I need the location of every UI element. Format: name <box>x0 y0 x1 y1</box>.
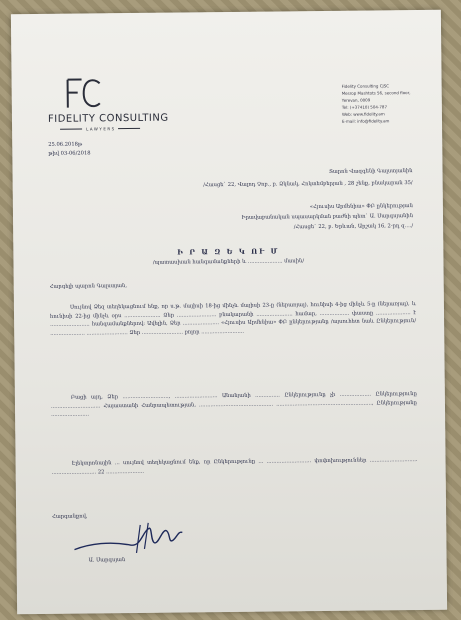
contact-line: Fidelity Consulting CJSC <box>341 83 390 89</box>
contact-line: Yerevan, 0009 <box>341 97 371 103</box>
signature-image <box>70 518 190 559</box>
paragraph-2: Բացի այդ, Ձեր ............................, .......................... Անանյանի ............... Ընկերությունը չի ................... Ընկերությունը .............................. Հայաստանի Հանրապետության, ............................................. .........................................................., Ընկերությանը ....................... <box>50 391 417 419</box>
company-subtitle: LAWYERS <box>86 126 116 132</box>
company-logo <box>47 74 208 132</box>
addressee-name: Տարոն Վազգենի Գալստյանին <box>329 168 413 175</box>
addressee-company: «Հյուսիս Արմենիա» ՓԲ ընկերության <box>309 203 413 211</box>
letter-page <box>11 10 447 614</box>
contact-line: Web: www.fidelity.am <box>341 111 385 117</box>
fc-logo-mark <box>64 75 104 111</box>
paragraph-1: Սույնով Ձեզ տեղեկացնում ենք, որ ս.թ. մայիսի 18-ից մինչև մայիսի 23-ը (ներառյալ), հունիսի 4-ից մինչև 5-ը (ներառյալ), և հունիսի 22-ից մինչև օրս ...................... Ձեր ........................ բնակարանի ...................... համար, .................. փաստը ..................... է ........................ հանգամանքներով: Ավելին, Ձեր ...................... «Հյուսիս Արմենիա» ՓԲ ընկերությանը /այսուհետ նաև Ընկերություն/ ..................... ......................... Ձեր ......................... բոլոր .......................... <box>50 301 417 337</box>
logo-rule-right <box>118 128 140 129</box>
document-subtitle: /պատասխան հանգամանքների և ..................... մասին/ <box>152 258 305 266</box>
paragraph-3: Էլեկտրոնային ... սույնով տեղեկացնում ենք, որ Ընկերությունը ... ........................... փոփոխություններ ............................. ........................... 22 ....................... <box>51 457 418 476</box>
contact-line: E-mail: info@fidelity.am <box>341 118 390 124</box>
greeting: Հարգելի պարոն Գալստյան, <box>49 283 128 290</box>
document-title: Ի Ր Ա Զ Ե Կ ՈՒ Մ <box>177 246 280 257</box>
signer-name: Ա. Սարգսյան <box>88 557 126 564</box>
addressee-address: /Հասցե` 22, Վալոդ Չոբ., բ. Ձկնակ, Հոկտեմբերյան , 28 շենք, բնակարան 35/ <box>203 180 413 189</box>
closing-regards: Հարգանքով, <box>52 513 88 520</box>
addressee-position: Իրավաբանական սպասարկման բաժնի պետ` Ա. Սարգսյանին <box>241 213 414 221</box>
letter-date: 25.06.2018թ <box>48 141 83 148</box>
logo-rule-left <box>60 129 82 130</box>
contact-line: Tel: (+37410) 504-787 <box>341 104 388 110</box>
letter-number: թիվ 03-06/2018 <box>48 150 91 157</box>
company-name: FIDELITY CONSULTING <box>47 112 169 125</box>
contact-line: Mesrop Mashtots 56, second floor, <box>341 90 411 96</box>
addressee-company-address: /Հասցե` 22, բ. Երևան, Արշակ 16, 2-րդ զ..../ <box>293 223 414 231</box>
contact-block <box>342 82 434 125</box>
